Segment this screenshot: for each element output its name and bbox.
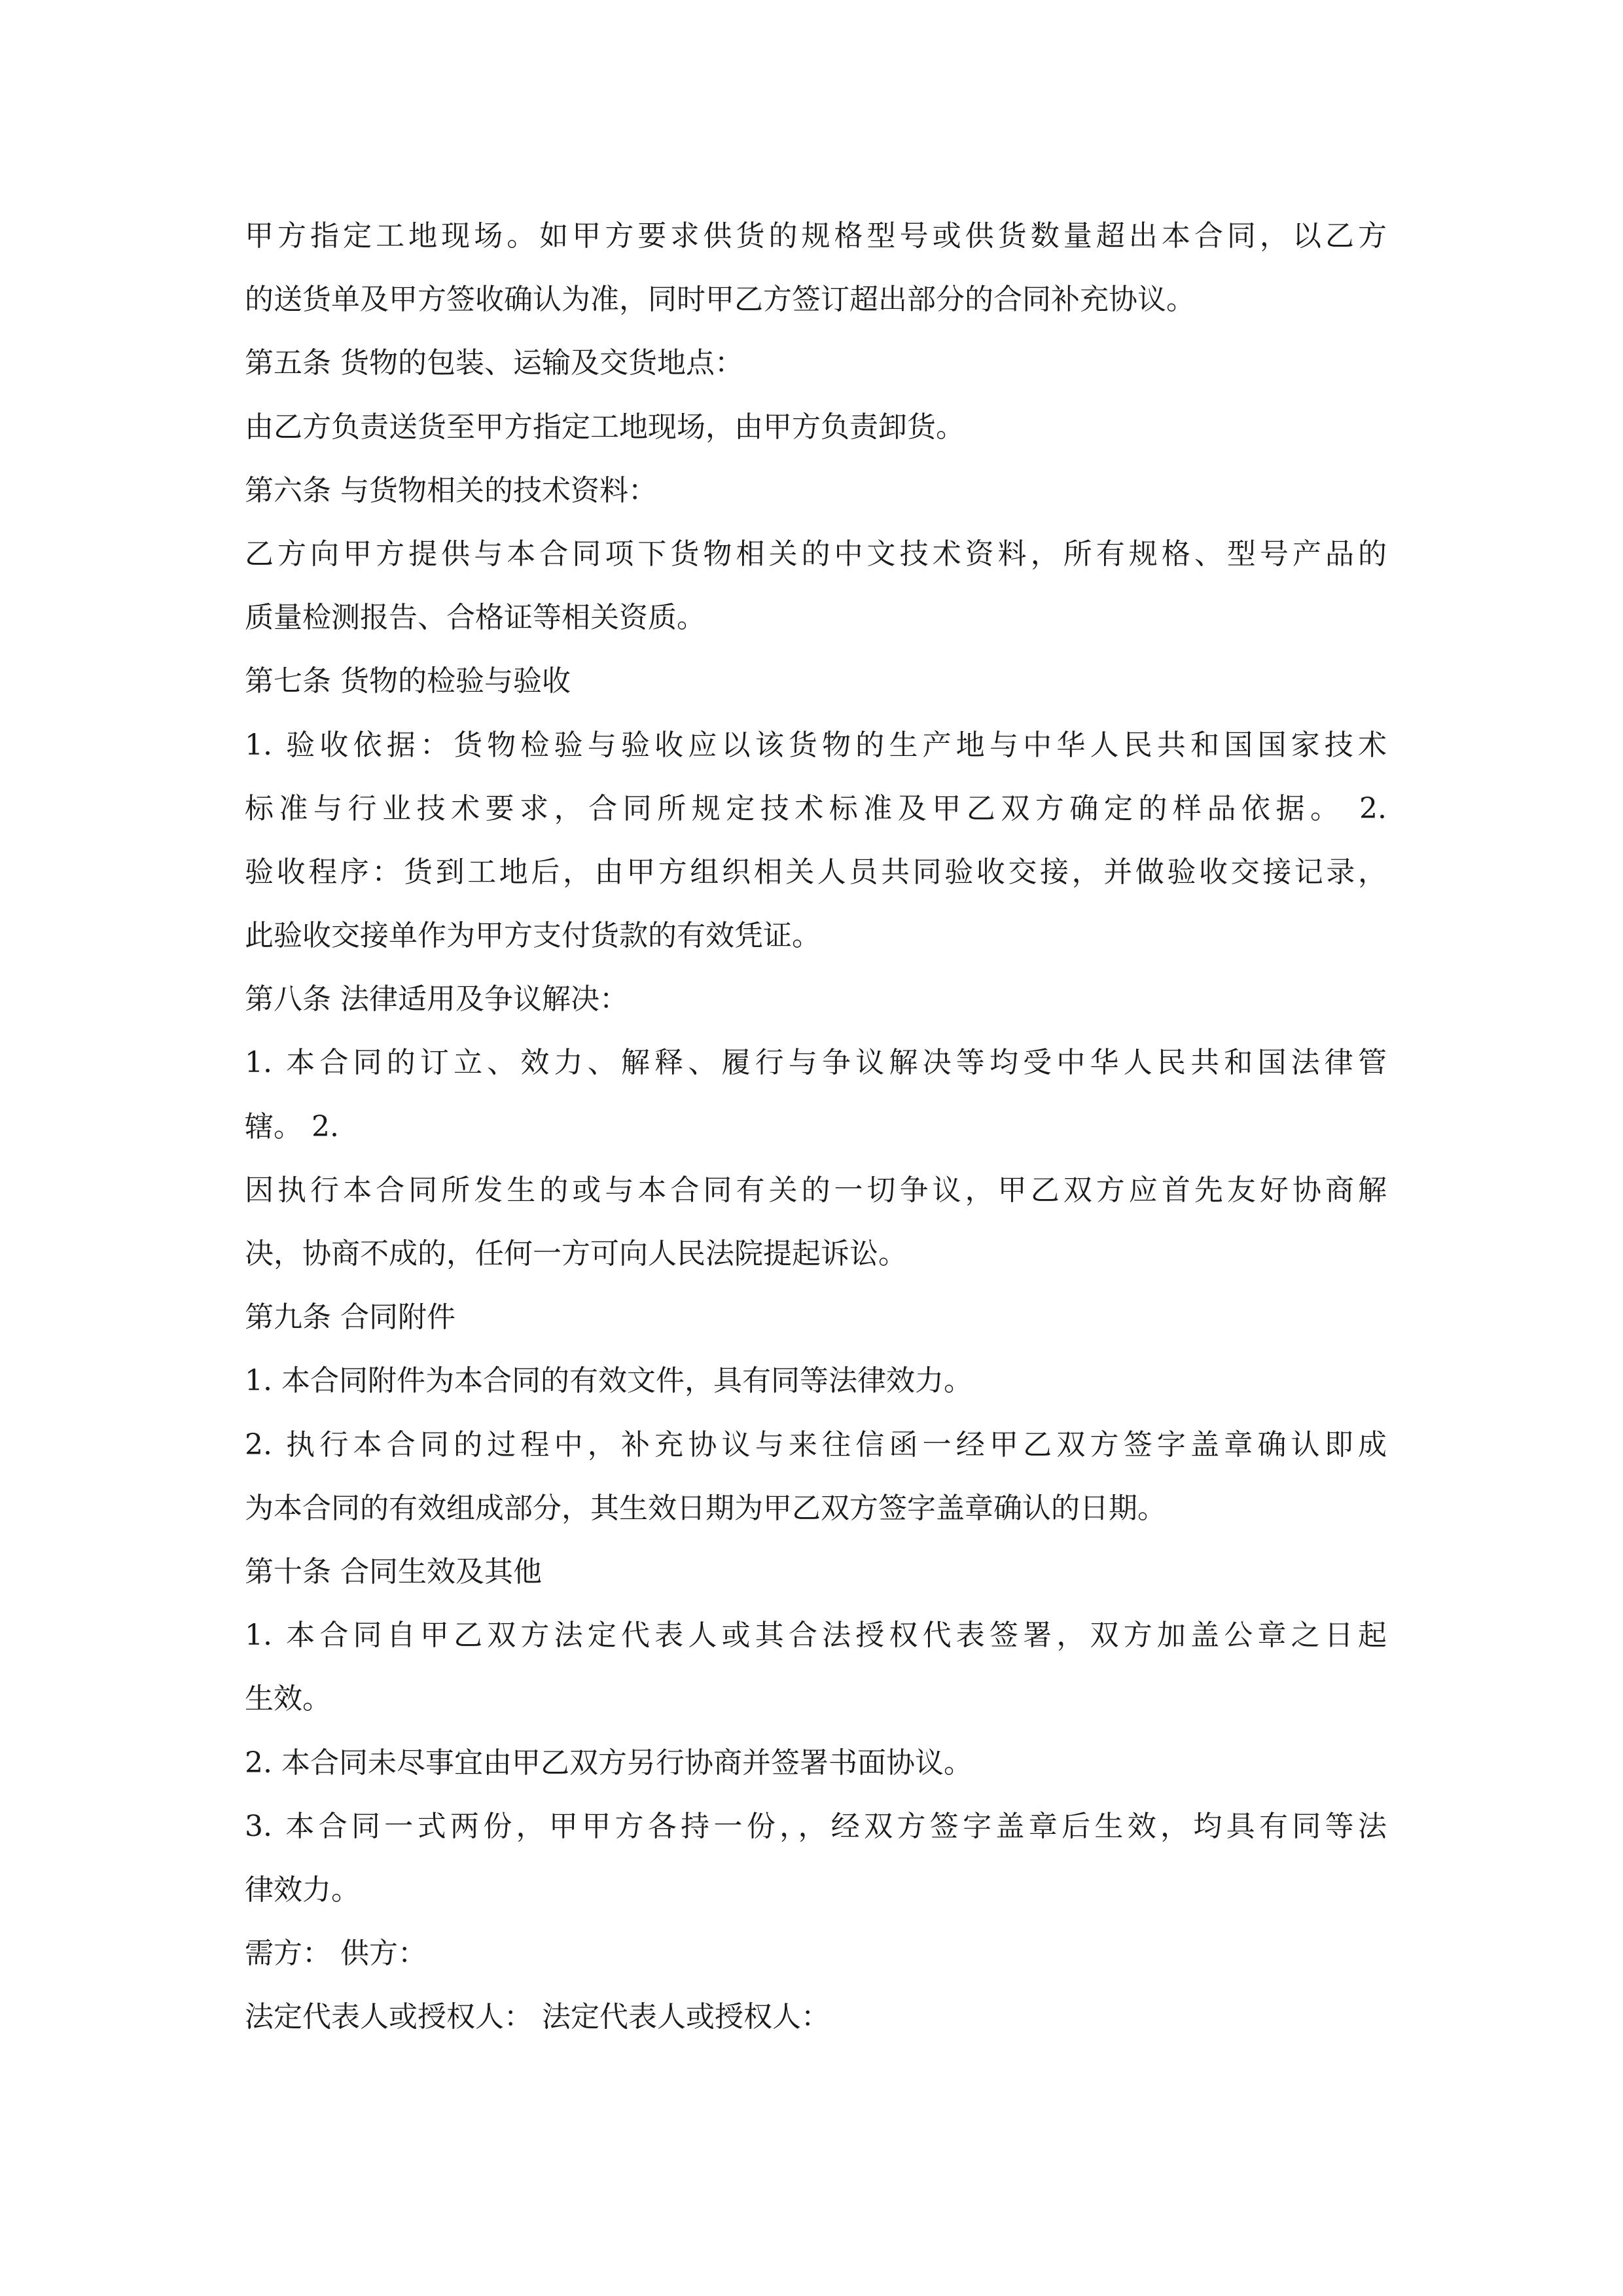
section-heading-10: 第十条 合同生效及其他 <box>245 1554 542 1588</box>
text-line: 2. 执行本合同的过程中，补充协议与来往信函一经甲乙双方签字盖章确认即成 <box>245 1427 1387 1462</box>
section-heading-7: 第七条 货物的检验与验收 <box>245 664 571 698</box>
text-line: 1. 验收依据：货物检验与验收应以该货物的生产地与中华人民共和国国家技术 <box>245 728 1387 762</box>
text-line: 的送货单及甲方签收确认为准，同时甲乙方签订超出部分的合同补充协议。 <box>245 283 1195 317</box>
text-line: 辖。 2. <box>245 1109 339 1143</box>
text-line: 质量检测报告、合格证等相关资质。 <box>245 601 705 635</box>
signature-representatives: 法定代表人或授权人： 法定代表人或授权人： <box>245 2000 830 2034</box>
text-line: 生效。 <box>245 1682 331 1716</box>
text-line: 此验收交接单作为甲方支付货款的有效凭证。 <box>245 919 821 953</box>
text-line: 为本合同的有效组成部分，其生效日期为甲乙双方签字盖章确认的日期。 <box>245 1491 1166 1525</box>
text-line: 3. 本合同一式两份，甲甲方各持一份，，经双方签字盖章后生效，均具有同等法 <box>245 1809 1387 1843</box>
text-line: 1. 本合同附件为本合同的有效文件，具有同等法律效力。 <box>245 1364 972 1398</box>
text-line: 验收程序：货到工地后，由甲方组织相关人员共同验收交接，并做验收交接记录， <box>245 855 1387 889</box>
text-line: 1. 本合同的订立、效力、解释、履行与争议解决等均受中华人民共和国法律管 <box>245 1046 1387 1080</box>
section-heading-6: 第六条 与货物相关的技术资料： <box>245 473 657 507</box>
section-heading-9: 第九条 合同附件 <box>245 1300 455 1335</box>
text-line: 2. 本合同未尽事宜由甲乙双方另行协商并签署书面协议。 <box>245 1746 972 1780</box>
document-body <box>245 204 1387 2049</box>
text-line: 决，协商不成的，任何一方可向人民法院提起诉讼。 <box>245 1237 907 1270</box>
text-line: 律效力。 <box>245 1873 360 1907</box>
text-line: 乙方向甲方提供与本合同项下货物相关的中文技术资料，所有规格、型号产品的 <box>245 537 1387 571</box>
section-heading-5: 第五条 货物的包装、运输及交货地点： <box>245 346 743 380</box>
text-line: 由乙方负责送货至甲方指定工地现场，由甲方负责卸货。 <box>245 410 965 444</box>
text-line: 1. 本合同自甲乙双方法定代表人或其合法授权代表签署，双方加盖公章之日起 <box>245 1619 1387 1653</box>
text-line: 甲方指定工地现场。如甲方要求供货的规格型号或供货数量超出本合同，以乙方 <box>245 219 1387 253</box>
text-line: 因执行本合同所发生的或与本合同有关的一切争议，甲乙双方应首先友好协商解 <box>245 1173 1387 1207</box>
signature-parties: 需方： 供方： <box>245 1937 427 1971</box>
text-line: 标准与行业技术要求，合同所规定技术标准及甲乙双方确定的样品依据。 2. <box>245 791 1387 825</box>
section-heading-8: 第八条 法律适用及争议解决： <box>245 982 628 1016</box>
